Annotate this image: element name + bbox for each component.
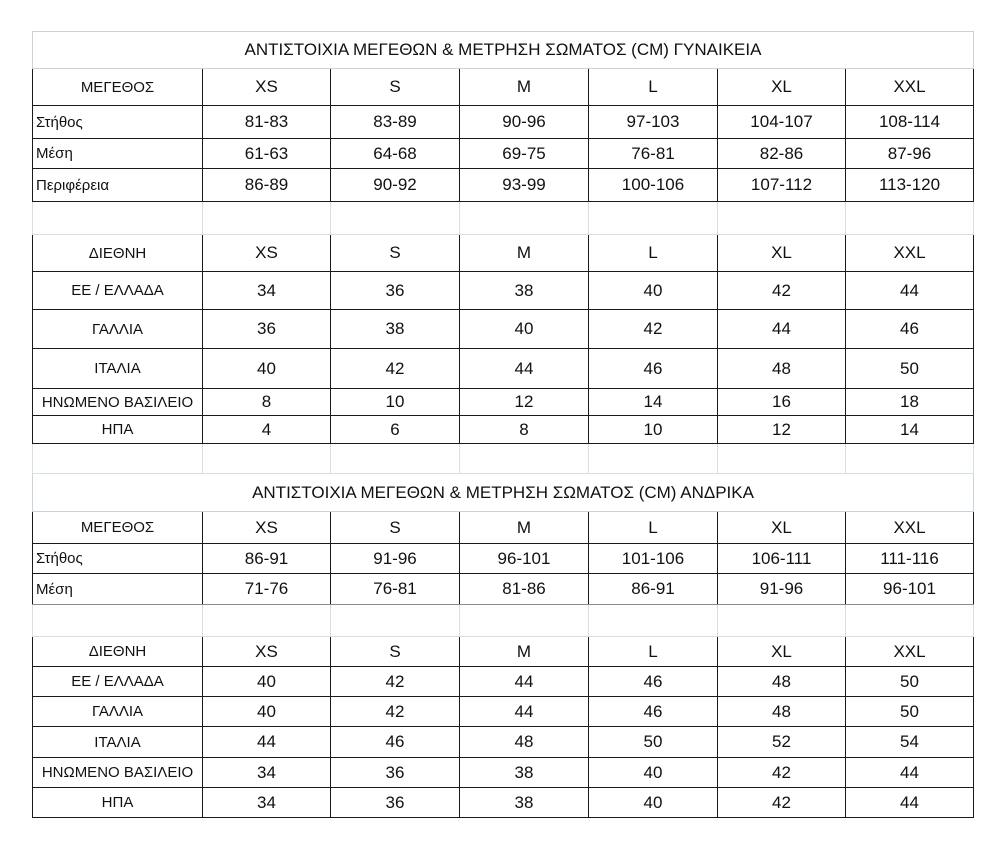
intl-size-cell: XXL	[846, 235, 974, 272]
measurement-row	[33, 574, 974, 605]
blank-cell	[460, 605, 589, 637]
conversion-value: 12	[460, 389, 589, 416]
conversion-value: 46	[846, 310, 974, 349]
conversion-row	[33, 389, 974, 416]
size-header-cell: XXL	[846, 69, 974, 106]
measurement-value: 113-120	[846, 169, 974, 202]
measurement-value: 64-68	[331, 139, 460, 169]
blank-row	[33, 202, 974, 235]
conversion-value: 42	[718, 788, 846, 818]
conversion-value: 42	[331, 697, 460, 727]
measurement-value: 83-89	[331, 106, 460, 139]
measurement-value: 96-101	[460, 544, 589, 574]
conversion-value: 4	[203, 416, 331, 444]
measurement-value: 82-86	[718, 139, 846, 169]
country-label: ΗΝΩΜΕΝΟ ΒΑΣΙΛΕΙΟ	[33, 758, 203, 788]
conversion-value: 44	[460, 667, 589, 697]
size-chart-table	[32, 31, 974, 818]
size-header-cell: S	[331, 512, 460, 544]
conversion-value: 38	[460, 758, 589, 788]
measurement-row	[33, 139, 974, 169]
blank-cell	[331, 605, 460, 637]
measurement-label: Μέση	[33, 574, 203, 605]
intl-size-cell: S	[331, 235, 460, 272]
blank-cell	[589, 202, 718, 235]
conversion-row	[33, 727, 974, 758]
conversion-value: 52	[718, 727, 846, 758]
blank-cell	[203, 202, 331, 235]
measurement-value: 111-116	[846, 544, 974, 574]
measurement-value: 101-106	[589, 544, 718, 574]
intl-size-cell: XS	[203, 235, 331, 272]
conversion-value: 44	[460, 697, 589, 727]
conversion-value: 8	[203, 389, 331, 416]
blank-row	[33, 605, 974, 637]
conversion-value: 36	[203, 310, 331, 349]
measurement-label: Στήθος	[33, 106, 203, 139]
conversion-value: 10	[331, 389, 460, 416]
conversion-row	[33, 349, 974, 389]
conversion-value: 44	[846, 788, 974, 818]
measurement-value: 86-89	[203, 169, 331, 202]
measurement-label: Στήθος	[33, 544, 203, 574]
measurement-row	[33, 106, 974, 139]
conversion-value: 48	[718, 667, 846, 697]
measurement-value: 96-101	[846, 574, 974, 605]
conversion-value: 46	[589, 349, 718, 389]
conversion-value: 34	[203, 272, 331, 310]
blank-cell	[203, 444, 331, 474]
conversion-value: 38	[331, 310, 460, 349]
conversion-row	[33, 788, 974, 818]
blank-cell	[460, 202, 589, 235]
measurement-value: 100-106	[589, 169, 718, 202]
conversion-value: 50	[846, 667, 974, 697]
conversion-value: 42	[718, 758, 846, 788]
intl-size-cell: L	[589, 235, 718, 272]
blank-cell	[331, 444, 460, 474]
conversion-value: 40	[203, 697, 331, 727]
size-header-row	[33, 69, 974, 106]
measurement-value: 76-81	[589, 139, 718, 169]
measurement-value: 61-63	[203, 139, 331, 169]
conversion-value: 36	[331, 758, 460, 788]
measurement-value: 90-96	[460, 106, 589, 139]
conversion-value: 34	[203, 788, 331, 818]
measurement-row	[33, 544, 974, 574]
conversion-value: 50	[589, 727, 718, 758]
measurement-value: 81-86	[460, 574, 589, 605]
intl-header-label: ΔΙΕΘΝΗ	[33, 235, 203, 272]
size-header-cell: L	[589, 69, 718, 106]
conversion-value: 40	[203, 667, 331, 697]
size-header-label: ΜΕΓΕΘΟΣ	[33, 512, 203, 544]
conversion-value: 14	[846, 416, 974, 444]
size-header-cell: XL	[718, 69, 846, 106]
measurement-value: 86-91	[203, 544, 331, 574]
blank-cell	[33, 202, 203, 235]
section-title: ΑΝΤΙΣΤΟΙΧΙΑ ΜΕΓΕΘΩΝ & ΜΕΤΡΗΣΗ ΣΩΜΑΤΟΣ (CM) ΑΝΔΡΙΚΑ	[33, 474, 974, 512]
intl-header-row	[33, 235, 974, 272]
size-header-cell: XS	[203, 512, 331, 544]
conversion-value: 40	[589, 272, 718, 310]
conversion-value: 46	[589, 697, 718, 727]
conversion-value: 48	[718, 349, 846, 389]
conversion-value: 44	[460, 349, 589, 389]
conversion-value: 50	[846, 697, 974, 727]
conversion-row	[33, 667, 974, 697]
conversion-value: 42	[589, 310, 718, 349]
conversion-row	[33, 272, 974, 310]
country-label: ΓΑΛΛΙΑ	[33, 310, 203, 349]
conversion-value: 42	[718, 272, 846, 310]
blank-cell	[589, 444, 718, 474]
measurement-value: 91-96	[331, 544, 460, 574]
intl-size-cell: M	[460, 637, 589, 667]
measurement-value: 71-76	[203, 574, 331, 605]
measurement-value: 87-96	[846, 139, 974, 169]
blank-cell	[203, 605, 331, 637]
country-label: ΗΠΑ	[33, 788, 203, 818]
men-title-row	[33, 474, 974, 512]
conversion-value: 44	[203, 727, 331, 758]
conversion-value: 40	[589, 788, 718, 818]
women-title-row	[33, 32, 974, 69]
measurement-value: 91-96	[718, 574, 846, 605]
conversion-value: 44	[846, 272, 974, 310]
conversion-value: 42	[331, 667, 460, 697]
measurement-value: 86-91	[589, 574, 718, 605]
conversion-value: 50	[846, 349, 974, 389]
size-header-cell: M	[460, 512, 589, 544]
conversion-value: 46	[589, 667, 718, 697]
section-title: ΑΝΤΙΣΤΟΙΧΙΑ ΜΕΓΕΘΩΝ & ΜΕΤΡΗΣΗ ΣΩΜΑΤΟΣ (CM) ΓΥΝΑΙΚΕΙΑ	[33, 32, 974, 69]
intl-size-cell: XS	[203, 637, 331, 667]
intl-size-cell: S	[331, 637, 460, 667]
intl-size-cell: XL	[718, 235, 846, 272]
conversion-value: 48	[460, 727, 589, 758]
intl-size-cell: M	[460, 235, 589, 272]
size-header-cell: XXL	[846, 512, 974, 544]
blank-cell	[846, 444, 974, 474]
country-label: ΙΤΑΛΙΑ	[33, 727, 203, 758]
conversion-value: 54	[846, 727, 974, 758]
measurement-value: 69-75	[460, 139, 589, 169]
conversion-value: 36	[331, 788, 460, 818]
country-label: ΗΝΩΜΕΝΟ ΒΑΣΙΛΕΙΟ	[33, 389, 203, 416]
intl-size-cell: XXL	[846, 637, 974, 667]
blank-cell	[33, 444, 203, 474]
size-header-cell: XS	[203, 69, 331, 106]
size-header-row	[33, 512, 974, 544]
intl-size-cell: L	[589, 637, 718, 667]
conversion-value: 38	[460, 272, 589, 310]
blank-cell	[331, 202, 460, 235]
size-header-label: ΜΕΓΕΘΟΣ	[33, 69, 203, 106]
conversion-row	[33, 416, 974, 444]
conversion-value: 10	[589, 416, 718, 444]
conversion-value: 8	[460, 416, 589, 444]
measurement-value: 93-99	[460, 169, 589, 202]
conversion-value: 40	[203, 349, 331, 389]
blank-row	[33, 444, 974, 474]
conversion-row	[33, 758, 974, 788]
blank-cell	[846, 605, 974, 637]
conversion-value: 36	[331, 272, 460, 310]
measurement-value: 107-112	[718, 169, 846, 202]
measurement-value: 108-114	[846, 106, 974, 139]
conversion-value: 14	[589, 389, 718, 416]
measurement-value: 106-111	[718, 544, 846, 574]
country-label: ΕΕ / ΕΛΛΑΔΑ	[33, 667, 203, 697]
conversion-value: 16	[718, 389, 846, 416]
measurement-value: 97-103	[589, 106, 718, 139]
conversion-value: 6	[331, 416, 460, 444]
blank-cell	[718, 202, 846, 235]
conversion-value: 40	[460, 310, 589, 349]
intl-size-cell: XL	[718, 637, 846, 667]
measurement-value: 76-81	[331, 574, 460, 605]
intl-header-row	[33, 637, 974, 667]
conversion-row	[33, 697, 974, 727]
intl-header-label: ΔΙΕΘΝΗ	[33, 637, 203, 667]
country-label: ΙΤΑΛΙΑ	[33, 349, 203, 389]
conversion-value: 34	[203, 758, 331, 788]
blank-cell	[589, 605, 718, 637]
country-label: ΕΕ / ΕΛΛΑΔΑ	[33, 272, 203, 310]
conversion-value: 12	[718, 416, 846, 444]
country-label: ΗΠΑ	[33, 416, 203, 444]
conversion-value: 38	[460, 788, 589, 818]
blank-cell	[718, 605, 846, 637]
blank-cell	[846, 202, 974, 235]
size-header-cell: XL	[718, 512, 846, 544]
measurement-row	[33, 169, 974, 202]
size-header-cell: M	[460, 69, 589, 106]
blank-cell	[718, 444, 846, 474]
conversion-value: 18	[846, 389, 974, 416]
size-header-cell: L	[589, 512, 718, 544]
conversion-value: 44	[718, 310, 846, 349]
blank-cell	[460, 444, 589, 474]
measurement-value: 104-107	[718, 106, 846, 139]
conversion-value: 44	[846, 758, 974, 788]
measurement-label: Μέση	[33, 139, 203, 169]
conversion-value: 48	[718, 697, 846, 727]
country-label: ΓΑΛΛΙΑ	[33, 697, 203, 727]
measurement-value: 81-83	[203, 106, 331, 139]
conversion-value: 42	[331, 349, 460, 389]
size-header-cell: S	[331, 69, 460, 106]
conversion-value: 40	[589, 758, 718, 788]
blank-cell	[33, 605, 203, 637]
conversion-row	[33, 310, 974, 349]
measurement-label: Περιφέρεια	[33, 169, 203, 202]
measurement-value: 90-92	[331, 169, 460, 202]
conversion-value: 46	[331, 727, 460, 758]
